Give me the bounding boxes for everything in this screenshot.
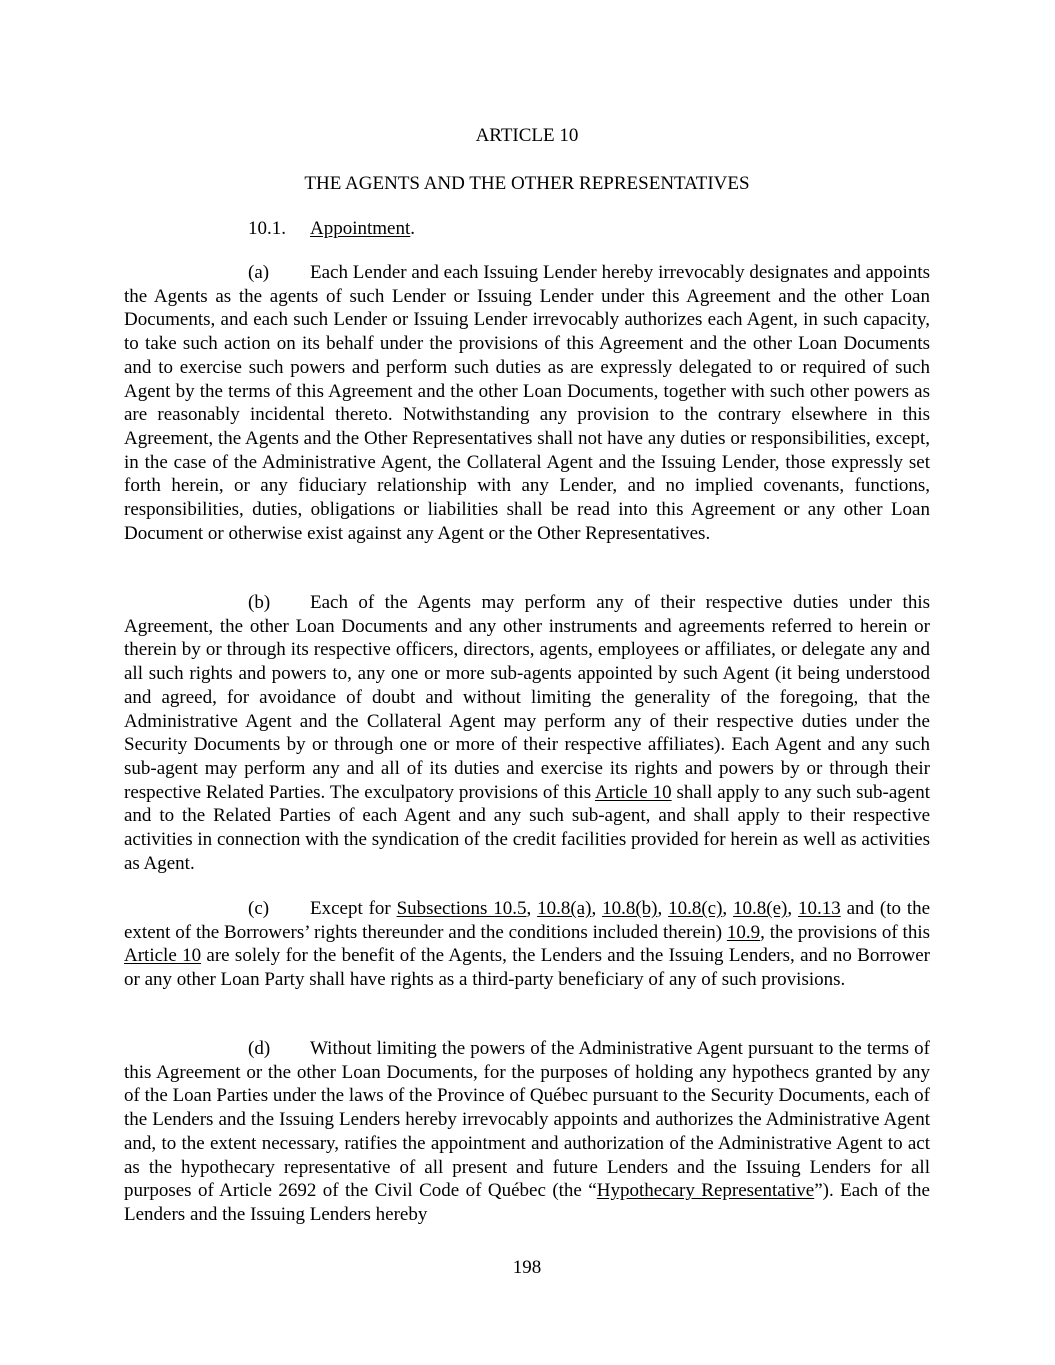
paragraph-c-text-1: Except for: [310, 898, 397, 919]
subsection-10-9-reference: 10.9: [726, 921, 761, 943]
subsection-10-5-reference: Subsections 10.5: [396, 898, 527, 919]
separator: ,: [591, 898, 603, 919]
article-title: ARTICLE 10: [475, 125, 579, 146]
subsection-10-13-reference: 10.13: [797, 898, 841, 919]
separator: ,: [722, 898, 734, 919]
subsection-10-8b-reference: 10.8(b): [602, 898, 658, 919]
paragraph-d-text-2: ”). Each of the Lenders and the Issuing Lenders hereby: [124, 1180, 930, 1225]
paragraph-b-text-2: shall apply to any such sub-agent and to the Related Parties of each Agent and any such sub-agent, and shall apply to their respective activities in connection with the syndication of the credit facilities provided for herein as well as activities as Agent.: [124, 781, 930, 874]
article-subtitle: THE AGENTS AND THE OTHER REPRESENTATIVES: [304, 173, 750, 194]
paragraph-a-text: Each Lender and each Issuing Lender hereby irrevocably designates and appoints the Agents as the agents of such Lender or Issuing Lender under this Agreement and the other Loan Documents, and each such Lender or Issuing Lender irrevocably authorizes each Agent, in such capacity, to take such action on its behalf under the provisions of this Agreement and the other Loan Documents and to exercise such powers and perform such duties as are expressly delegated to or required of such Agent by the terms of this Agreement and the other Loan Documents, together with such other powers as are reasonably incidental thereto. Notwithstanding any provision to the contrary elsewhere in this Agreement, the Agents and the Other Representatives shall not have any duties or responsibilities, except, in the case of the Administrative Agent, the Collateral Agent and the Issuing Lender, those expressly set forth herein, or any fiduciary relationship with any Lender, and no implied covenants, functions, responsibilities, duties, obligations or liabilities shall be read into this Agreement or any other Loan Document or otherwise exist against any Agent or the Other Representatives.: [124, 262, 930, 544]
page-number: 198: [512, 1257, 542, 1278]
paragraph-c-text-4: are solely for the benefit of the Agents, the Lenders and the Issuing Lenders, and no Borrower or any other Loan Party shall have rights as a third-party beneficiary of any of such provisions.: [124, 945, 930, 991]
paragraph-c-text-3: , the provisions of this: [760, 921, 931, 943]
article-10-reference: Article 10: [124, 945, 202, 967]
separator: ,: [526, 898, 538, 919]
subsection-10-8a-reference: 10.8(a): [537, 898, 592, 919]
subsection-10-8c-reference: 10.8(c): [668, 898, 723, 919]
paragraph-d-text-1: Without limiting the powers of the Administrative Agent pursuant to the terms of this Agreement or the other Loan Documents, for the purposes of holding any hypothecs granted by any of the Loan Parties under the laws of the Province of Québec pursuant to the Security Documents, each of the Lenders and the Issuing Lenders hereby irrevocably appoints and authorizes the Administrative Agent and, to the extent necessary, ratifies the appointment and authorization of the Administrative Agent to act as the hypothecary representative of all present and future Lenders and the Issuing Lenders for all purposes of Article 2692 of the Civil Code of Québec (the “: [124, 1038, 930, 1202]
paragraph-c-label: (c): [248, 898, 270, 919]
paragraph-a: [124, 261, 930, 545]
paragraph-c: [124, 897, 930, 992]
paragraph-c-text-2: and (to the extent of the Borrowers’ rights thereunder and the conditions included therein): [124, 898, 931, 943]
section-title-suffix: .: [410, 218, 416, 239]
section-title: Appointment: [310, 218, 411, 239]
paragraph-d-label: (d): [248, 1038, 271, 1059]
section-heading: [248, 217, 415, 241]
paragraph-b-label: (b): [248, 592, 271, 613]
separator: ,: [787, 898, 798, 919]
paragraph-b-text-1: Each of the Agents may perform any of their respective duties under this Agreement, the other Loan Documents and any other instruments and agreements referred to herein or therein by or through its respective officers, directors, agents, employees or affiliates, or delegate any and all such rights and powers to, any one or more sub-agents appointed by such Agent (it being understood and agreed, for avoidance of doubt and without limiting the generality of the foregoing, that the Administrative Agent and the Collateral Agent may perform any of their respective duties under the Security Documents by or through one or more of their respective affiliates). Each Agent and any such sub-agent may perform any and all of its duties and exercise its rights and powers by or through their respective Related Parties. The exculpatory provisions of this: [124, 592, 930, 803]
separator: ,: [657, 898, 669, 919]
article-10-reference: Article 10: [594, 781, 672, 803]
paragraph-d: [124, 1037, 930, 1227]
hypothecary-representative-term: Hypothecary Representative: [596, 1180, 815, 1202]
section-number: 10.1.: [248, 218, 286, 239]
paragraph-a-label: (a): [248, 262, 270, 283]
paragraph-b: [124, 591, 930, 875]
subsection-10-8e-reference: 10.8(e): [733, 898, 788, 919]
